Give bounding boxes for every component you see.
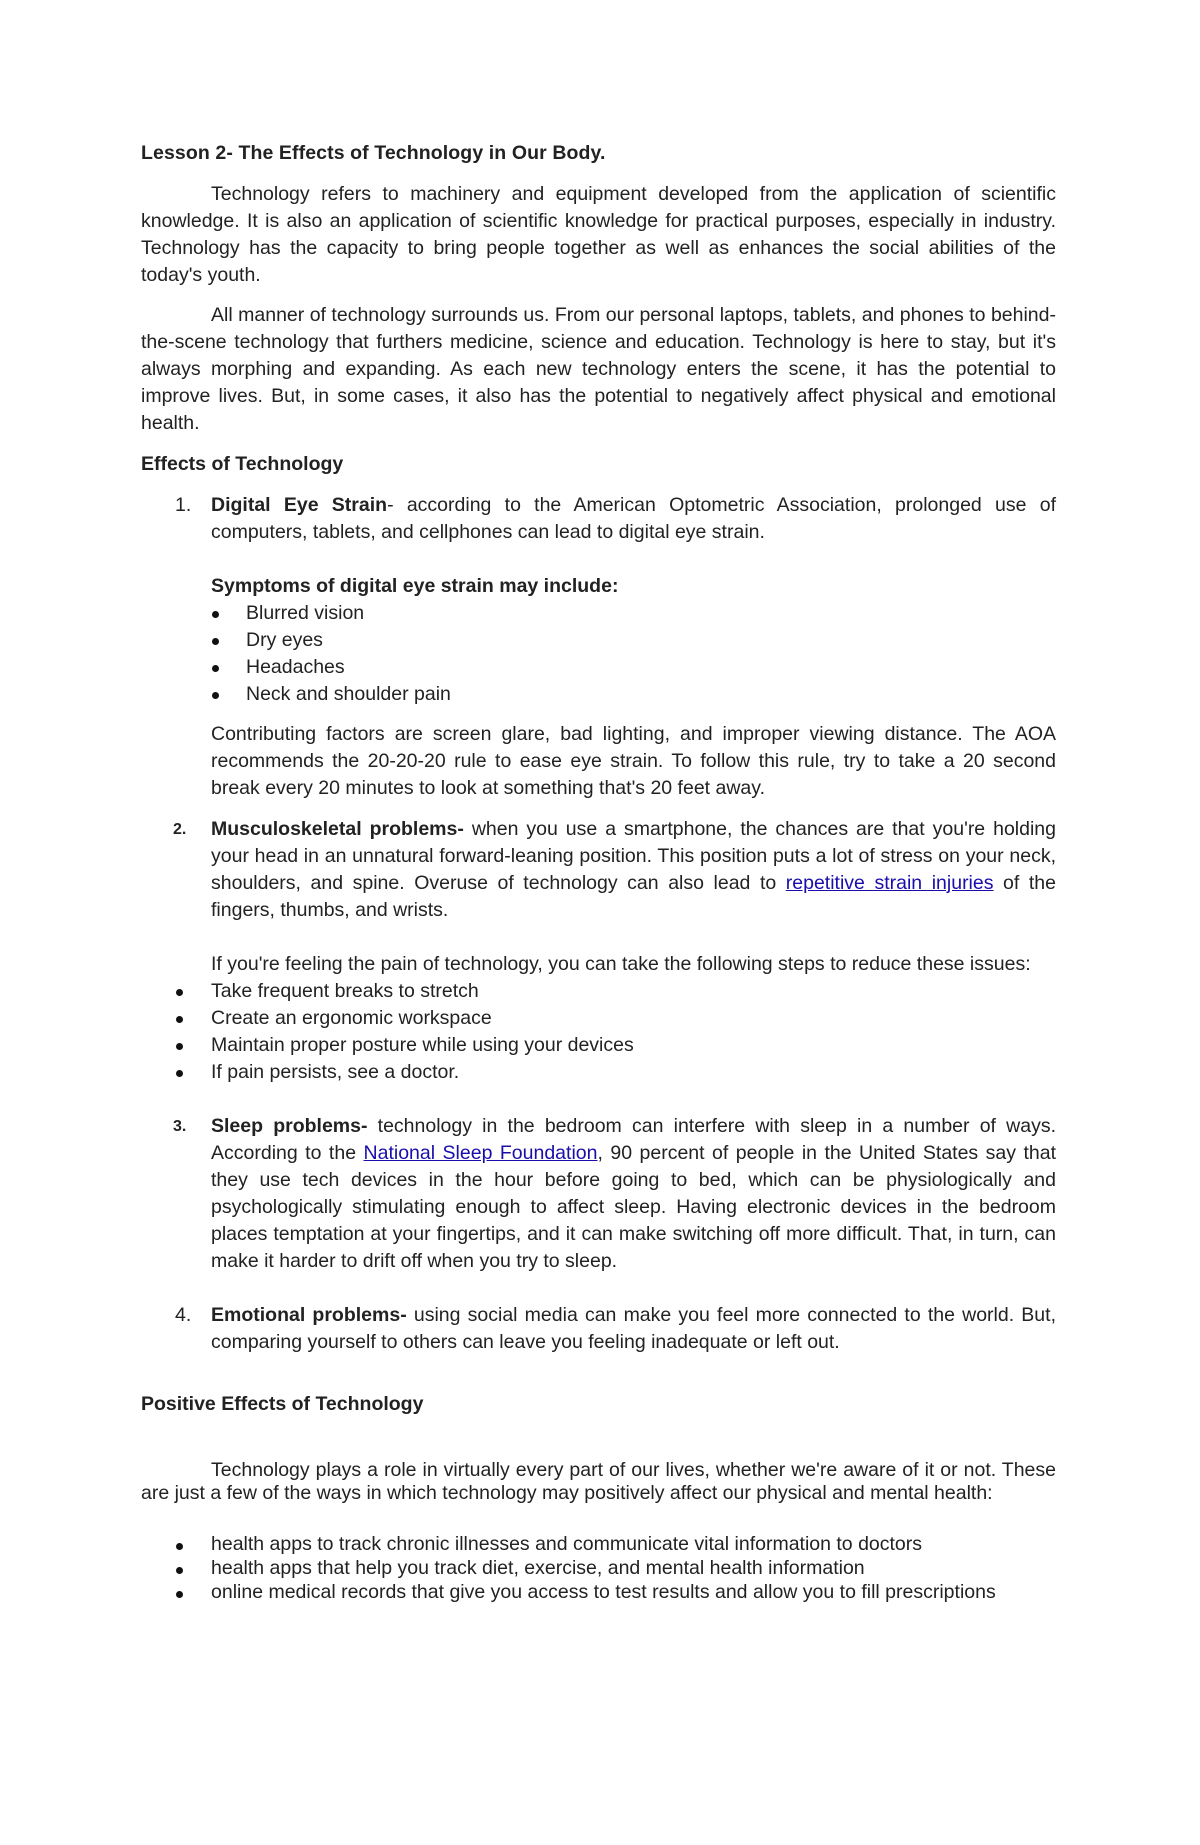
list-item-text: Create an ergonomic workspace: [211, 1007, 492, 1029]
bullet-icon: [176, 1567, 183, 1574]
list-item: [141, 600, 1056, 627]
item-number: 3.: [173, 1118, 187, 1135]
steps-intro: If you're feeling the pain of technology, you can take the following steps to reduce these issues:: [211, 953, 1031, 975]
effect-term: Digital Eye Strain: [211, 494, 388, 516]
list-item-text: Take frequent breaks to stretch: [211, 980, 479, 1002]
list-item: [141, 1032, 1056, 1059]
effects-heading: Effects of Technology: [141, 453, 344, 475]
list-item-text: If pain persists, see a doctor.: [211, 1061, 460, 1083]
list-item: [141, 1059, 1056, 1086]
contributing-factors-note: Contributing factors are screen glare, bad lighting, and improper viewing distance. The AOA recommends the 20-20-20 rule to ease eye strain. To follow this rule, try to take a 20 second break every 20 minutes to look at something that's 20 feet away.: [211, 723, 1056, 799]
list-item-text: health apps to track chronic illnesses and communicate vital information to doctors: [211, 1533, 923, 1555]
list-item-text: online medical records that give you access to test results and allow you to fill prescriptions: [211, 1581, 996, 1603]
effect-term: Sleep problems-: [211, 1115, 368, 1137]
list-item: [141, 978, 1056, 1005]
effect-item-4: [141, 1302, 1056, 1356]
item-number: 4.: [175, 1304, 192, 1326]
list-item-text: Dry eyes: [246, 629, 323, 651]
steps-list: [141, 978, 1056, 1086]
list-item-text: Maintain proper posture while using your devices: [211, 1034, 634, 1056]
effect-item-1-note: [141, 721, 1056, 802]
effect-item-3-text: [211, 1113, 1056, 1275]
effect-description: - according to the American Optometric Association, prolonged use of computers, tablets, and cellphones can lead to digital eye strain.: [211, 494, 1056, 543]
positive-paragraph: Technology plays a role in virtually every part of our lives, whether we're aware of it or not. These are just a few of the ways in which technology may positively affect our physical and mental health:: [141, 1459, 1056, 1504]
national-sleep-foundation-link[interactable]: National Sleep Foundation: [363, 1142, 598, 1164]
repetitive-strain-injuries-link[interactable]: repetitive strain injuries: [785, 872, 994, 894]
list-item: [141, 681, 1056, 708]
bullet-icon: [176, 1543, 183, 1550]
bullet-icon: [176, 1016, 183, 1023]
list-item: [141, 654, 1056, 681]
bullet-icon: [212, 665, 219, 672]
effect-description: when you use a smartphone, the chances are that you're holding your head in an unnatural forward-leaning position. This position puts a lot of stress on your neck, shoulders, and spine. Overuse of technology can also lead to: [211, 818, 1057, 894]
list-item-text: health apps that help you track diet, exercise, and mental health information: [211, 1557, 865, 1579]
intro-paragraph-2: All manner of technology surrounds us. From our personal laptops, tablets, and phones to behind-the-scene technology that furthers medicine, science and education. Technology is here to stay, but it's always morphing and expanding. As each new technology enters the scene, it has the potential to improve lives. But, in some cases, it also has the potential to negatively affect physical and emotional health.: [141, 304, 1056, 434]
effect-description: using social media can make you feel more connected to the world. But, comparing yourself to others can leave you feeling inadequate or left out.: [211, 1304, 1056, 1353]
bullet-icon: [176, 1043, 183, 1050]
list-item-text: Headaches: [246, 656, 345, 678]
lesson-title: Lesson 2- The Effects of Technology in Our Body.: [141, 142, 606, 164]
effect-item-1: [141, 492, 1056, 600]
document-page: [141, 140, 1056, 1604]
effect-term: Musculoskeletal problems-: [211, 818, 464, 840]
list-item: [141, 627, 1056, 654]
list-item: [141, 1556, 1056, 1580]
effect-item-4-text: [211, 1302, 1056, 1356]
effect-item-2-text: [211, 816, 1056, 924]
bullet-icon: [212, 692, 219, 699]
effect-term: Emotional problems-: [211, 1304, 407, 1326]
bullet-icon: [212, 638, 219, 645]
positive-list: [141, 1532, 1056, 1604]
item-number: 1.: [175, 494, 192, 516]
list-item: [141, 1532, 1056, 1556]
list-item: [141, 1580, 1056, 1604]
effect-item-1-text: [211, 492, 1056, 546]
item-number: 2.: [173, 821, 187, 838]
list-item: [141, 1005, 1056, 1032]
list-item-text: Neck and shoulder pain: [246, 683, 451, 705]
effect-description: technology in the bedroom can interfere with sleep in a number of ways. According to the: [211, 1115, 1056, 1164]
symptoms-heading: Symptoms of digital eye strain may include:: [211, 575, 619, 597]
bullet-icon: [176, 989, 183, 996]
positive-effects-heading: Positive Effects of Technology: [141, 1393, 424, 1415]
bullet-icon: [212, 611, 219, 618]
intro-paragraph-1: Technology refers to machinery and equipment developed from the application of scientific knowledge. It is also an application of scientific knowledge for practical purposes, especially in industry. Technology has the capacity to bring people together as well as enhances the social abilities of the today's youth.: [141, 183, 1056, 286]
effects-list: [141, 492, 1056, 1356]
symptoms-list: [141, 600, 1056, 708]
effect-item-3: [141, 1113, 1056, 1275]
effect-description-end: , 90 percent of people in the United States say that they use tech devices in the hour before going to bed, which can be physiologically and psychologically stimulating enough to affect sleep. Having electronic devices in the bedroom places temptation at your fingertips, and it can make switching off more difficult. That, in turn, can make it harder to drift off when you try to sleep.: [211, 1142, 1056, 1272]
bullet-icon: [176, 1070, 183, 1077]
bullet-icon: [176, 1591, 183, 1598]
effect-description-end: of the fingers, thumbs, and wrists.: [211, 872, 1056, 921]
effect-item-2: [141, 816, 1056, 978]
list-item-text: Blurred vision: [246, 602, 365, 624]
